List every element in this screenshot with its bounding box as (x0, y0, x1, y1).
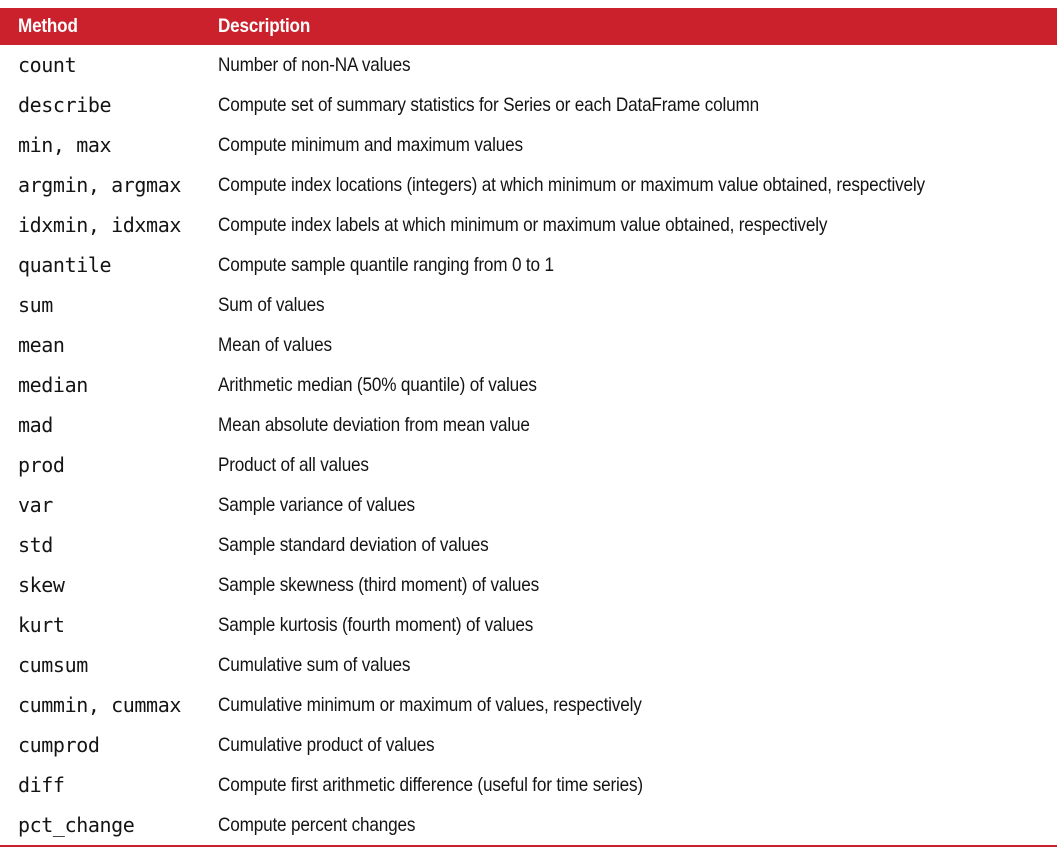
method-name: mean (18, 333, 65, 357)
method-description: Sample skewness (third moment) of values (218, 573, 540, 596)
method-name: var (18, 493, 53, 517)
method-description: Compute index locations (integers) at which minimum or maximum value obtained, respectively (218, 173, 925, 196)
method-description: Compute sample quantile ranging from 0 to 1 (218, 253, 554, 276)
method-column-header: Method (18, 15, 78, 37)
method-description: Arithmetic median (50% quantile) of values (218, 373, 537, 396)
method-description: Compute first arithmetic difference (useful for time series) (218, 773, 643, 796)
table-row (0, 685, 1057, 725)
method-name: mad (18, 413, 53, 437)
method-description: Compute minimum and maximum values (218, 133, 523, 156)
method-name: describe (18, 93, 112, 117)
table-row (0, 485, 1057, 525)
method-description: Cumulative minimum or maximum of values, respectively (218, 693, 642, 716)
method-name: prod (18, 453, 65, 477)
header-cell-description (218, 16, 1057, 38)
method-description: Cumulative sum of values (218, 653, 411, 676)
table-row (0, 85, 1057, 125)
table-row (0, 45, 1057, 85)
method-description: Sum of values (218, 293, 325, 316)
method-description: Compute set of summary statistics for Series or each DataFrame column (218, 93, 759, 116)
table-header-row (0, 8, 1057, 45)
method-name: diff (18, 773, 65, 797)
method-description: Mean of values (218, 333, 332, 356)
method-description: Sample standard deviation of values (218, 533, 489, 556)
method-name: skew (18, 573, 65, 597)
method-name: min, max (18, 133, 112, 157)
table-row (0, 605, 1057, 645)
table-row (0, 405, 1057, 445)
method-description: Sample variance of values (218, 493, 415, 516)
method-name: count (18, 53, 77, 77)
method-name: idxmin, idxmax (18, 213, 181, 237)
header-cell-method (0, 16, 218, 38)
table-row (0, 125, 1057, 165)
method-description: Compute index labels at which minimum or maximum value obtained, respectively (218, 213, 828, 236)
summary-statistics-table (0, 8, 1057, 847)
method-name: argmin, argmax (18, 173, 181, 197)
table-row (0, 765, 1057, 805)
method-name: kurt (18, 613, 65, 637)
table-row (0, 725, 1057, 765)
method-name: cumsum (18, 653, 88, 677)
method-name: cummin, cummax (18, 693, 181, 717)
table-row (0, 365, 1057, 405)
method-description: Product of all values (218, 453, 369, 476)
method-name: pct_change (18, 813, 135, 837)
table-row (0, 245, 1057, 285)
description-column-header: Description (218, 15, 311, 37)
method-name: quantile (18, 253, 112, 277)
table-row (0, 325, 1057, 365)
method-name: median (18, 373, 88, 397)
method-description: Compute percent changes (218, 813, 416, 836)
method-name: sum (18, 293, 53, 317)
table-row (0, 525, 1057, 565)
method-description: Mean absolute deviation from mean value (218, 413, 530, 436)
table-row (0, 805, 1057, 845)
method-name: cumprod (18, 733, 100, 757)
table-row (0, 565, 1057, 605)
table-row (0, 165, 1057, 205)
method-name: std (18, 533, 53, 557)
table-row (0, 445, 1057, 485)
table-row (0, 645, 1057, 685)
method-description: Number of non-NA values (218, 53, 411, 76)
table-row (0, 285, 1057, 325)
table-bottom-rule (0, 845, 1057, 847)
table-row (0, 205, 1057, 245)
table-body (0, 45, 1057, 845)
method-description: Cumulative product of values (218, 733, 435, 756)
method-description: Sample kurtosis (fourth moment) of values (218, 613, 534, 636)
